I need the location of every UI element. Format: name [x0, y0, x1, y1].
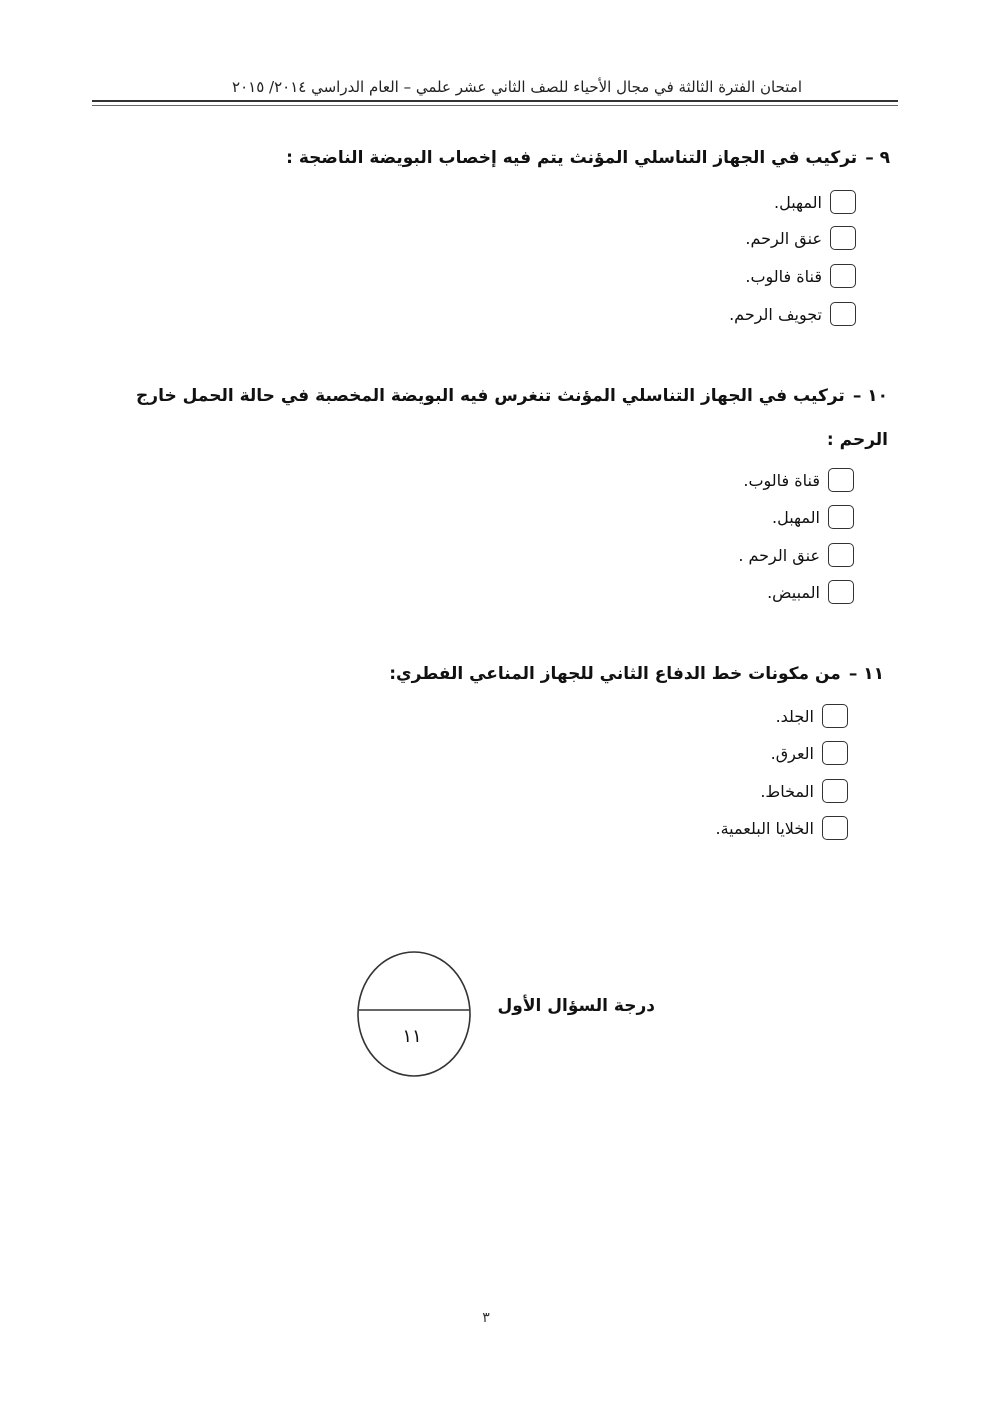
checkbox[interactable] — [822, 779, 848, 803]
option-9c[interactable] — [745, 264, 856, 288]
option-10a[interactable] — [743, 468, 854, 492]
option-label: المبيض. — [767, 582, 820, 602]
question-number: ١٠ – — [852, 386, 888, 406]
checkbox[interactable] — [822, 816, 848, 840]
question-10-continuation — [688, 430, 888, 450]
question-text: تركيب في الجهاز التناسلي المؤنث يتم فيه إخصاب البويضة الناضجة : — [286, 148, 858, 168]
option-label: عنق الرحم. — [745, 228, 822, 248]
checkbox[interactable] — [830, 190, 856, 214]
option-10c[interactable] — [738, 543, 854, 567]
option-9d[interactable] — [729, 302, 856, 326]
option-label: المهبل. — [774, 192, 822, 212]
question-text: الرحم : — [826, 430, 888, 450]
checkbox[interactable] — [822, 741, 848, 765]
exam-header-title: امتحان الفترة الثالثة في مجال الأحياء للصف الثاني عشر علمي – العام الدراسي ٢٠١٤/ ٢٠١٥ — [232, 78, 802, 96]
question-10 — [98, 386, 888, 406]
score-label: درجة السؤال الأول — [497, 996, 655, 1016]
question-number: ٩ – — [865, 148, 890, 168]
question-number: ١١ – — [848, 664, 884, 684]
option-label: الجلد. — [775, 706, 814, 726]
checkbox[interactable] — [828, 505, 854, 529]
option-label: العرق. — [770, 743, 814, 763]
option-10b[interactable] — [772, 505, 854, 529]
checkbox[interactable] — [828, 543, 854, 567]
option-label: تجويف الرحم. — [729, 304, 822, 324]
checkbox[interactable] — [830, 264, 856, 288]
option-11b[interactable] — [771, 741, 848, 765]
option-label: قناة فالوب. — [745, 266, 822, 286]
question-text: من مكونات خط الدفاع الثاني للجهاز المناعي الفطري: — [389, 664, 841, 684]
option-label: قناة فالوب. — [743, 470, 820, 490]
option-11a[interactable] — [776, 704, 848, 728]
header-divider — [92, 100, 898, 106]
checkbox[interactable] — [822, 704, 848, 728]
score-circle — [356, 950, 472, 1078]
option-11d[interactable] — [715, 816, 848, 840]
checkbox[interactable] — [828, 580, 854, 604]
question-text: تركيب في الجهاز التناسلي المؤنث تنغرس فيه البويضة المخصبة في حالة الحمل خارج — [136, 386, 845, 406]
checkbox[interactable] — [830, 302, 856, 326]
option-label: المخاط. — [760, 781, 814, 801]
option-9a[interactable] — [774, 190, 856, 214]
option-9b[interactable] — [745, 226, 856, 250]
score-total: ١١ — [402, 1026, 422, 1047]
option-label: عنق الرحم . — [738, 545, 820, 565]
page-number: ٣ — [482, 1310, 490, 1326]
option-label: الخلايا البلعمية. — [715, 818, 814, 838]
option-10d[interactable] — [767, 580, 854, 604]
checkbox[interactable] — [830, 226, 856, 250]
option-label: المهبل. — [772, 507, 820, 527]
question-11 — [324, 664, 884, 684]
checkbox[interactable] — [828, 468, 854, 492]
question-9 — [250, 148, 890, 168]
option-11c[interactable] — [760, 779, 848, 803]
